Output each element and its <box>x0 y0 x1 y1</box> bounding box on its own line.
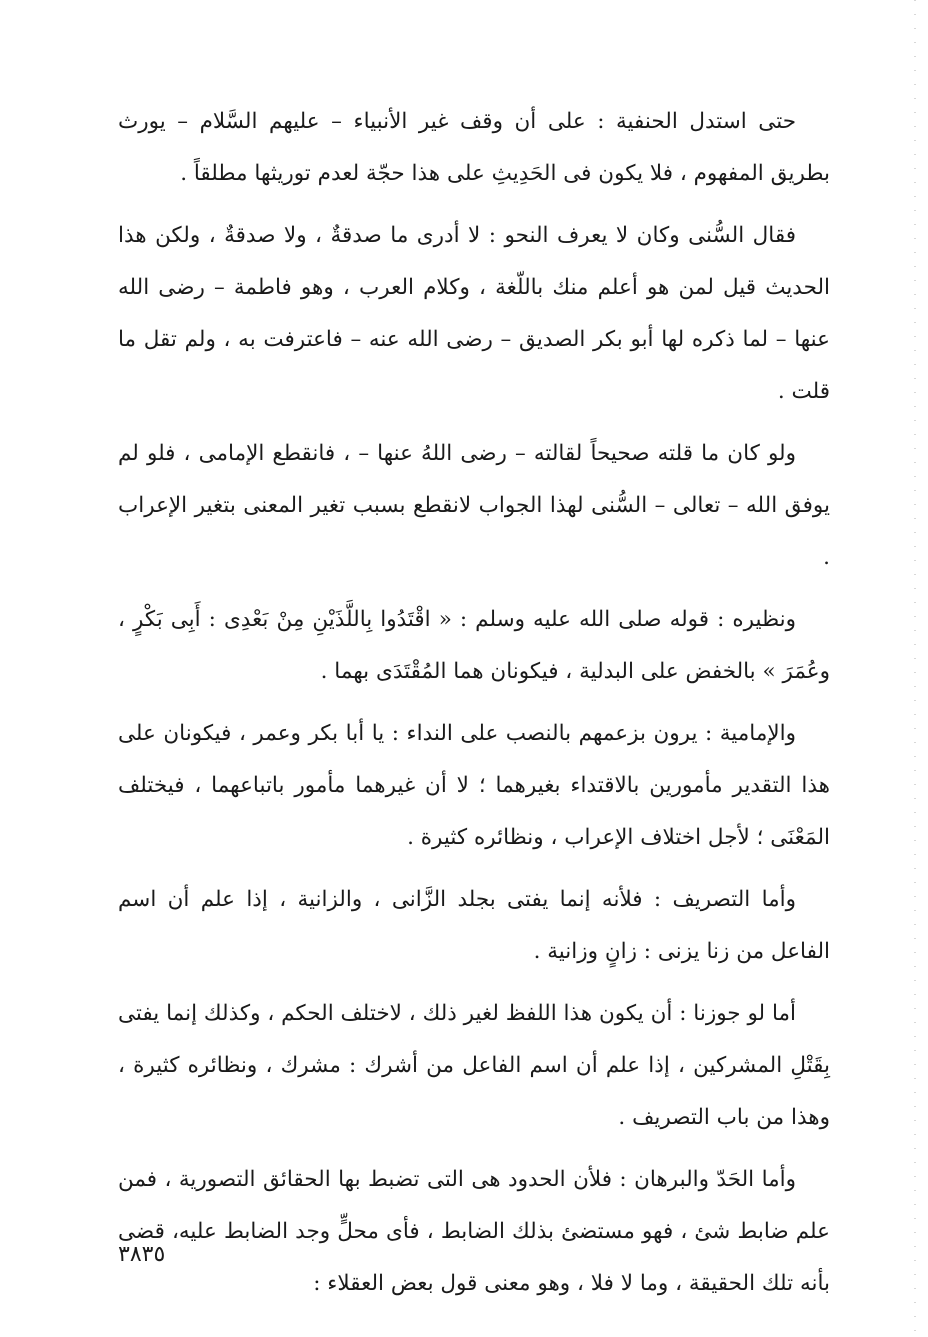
body-text <box>118 96 830 1320</box>
paragraph: ولو كان ما قلته صحيحاً لقالته – رضى اللهُ عنها – ، فانقطع الإمامى ، فلو لم يوفق الله – تعالى – السُّنى لهذا الجواب لانقطع بسبب تغير المعنى بتغير الإعراب . <box>118 441 830 570</box>
paragraph: ونظيره : قوله صلى الله عليه وسلم : « اقْتَدُوا بِاللَّذَيْنِ مِنْ بَعْدِى : أَبِى بَكْرٍ ، وعُمَرَ » بالخفض على البدلية ، فيكونان هما المُقْتَدَى بهما . <box>118 607 830 684</box>
page-number: ٣٨٣٥ <box>118 1242 166 1267</box>
paragraph: أما لو جوزنا : أن يكون هذا اللفظ لغير ذلك ، لاختلف الحكم ، وكذلك إنما يفتى بِقَتْلِ المشركين ، إذا علم أن اسم الفاعل من أشرك : مشرك ، ونظائره كثيرة ، وهذا من باب التصريف . <box>118 1001 830 1130</box>
paragraph: وأما التصريف : فلأنه إنما يفتى بجلد الزَّانى ، والزانية ، إذا علم أن اسم الفاعل من زنا يزنى : زانٍ وزانية . <box>118 887 830 964</box>
paragraph: فقال السُّنى وكان لا يعرف النحو : لا أدرى ما صدقةٌ ، ولا صدقةٌ ، ولكن هذا الحديث قيل لمن هو أعلم منك باللّغة ، وكلام العرب ، وهو فاطمة – رضى الله عنها – لما ذكره لها أبو بكر الصديق – رضى الله عنه – فاعترفت به ، ولم تقل ما قلت . <box>118 223 830 404</box>
paragraph: وأما الحَدّ والبرهان : فلأن الحدود هى التى تضبط بها الحقائق التصورية ، فمن علم ضابط شئ ، فهو مستضئ بذلك الضابط ، فأى محلٍّ وجد الضابط عليه، قضى بأنه تلك الحقيقة ، وما لا فلا ، وهو معنى قول بعض العقلاء : <box>118 1167 830 1296</box>
paragraph: والإمامية : يرون بزعمهم بالنصب على النداء : يا أبا بكر وعمر ، فيكونان على هذا التقدير مأمورين بالاقتداء بغيرهما ؛ لا أن غيرهما مأمور باتباعهما ، فيختلف المَعْنَى ؛ لأجل اختلاف الإعراب ، ونظائره كثيرة . <box>118 721 830 850</box>
page-edge-marks <box>914 0 916 1337</box>
paragraph: حتى استدل الحنفية : على أن وقف غير الأنبياء – عليهم السَّلام – يورث بطريق المفهوم ، فلا يكون فى الحَدِيثِ على هذا حجّة لعدم توريثها مطلقاً . <box>118 109 830 186</box>
